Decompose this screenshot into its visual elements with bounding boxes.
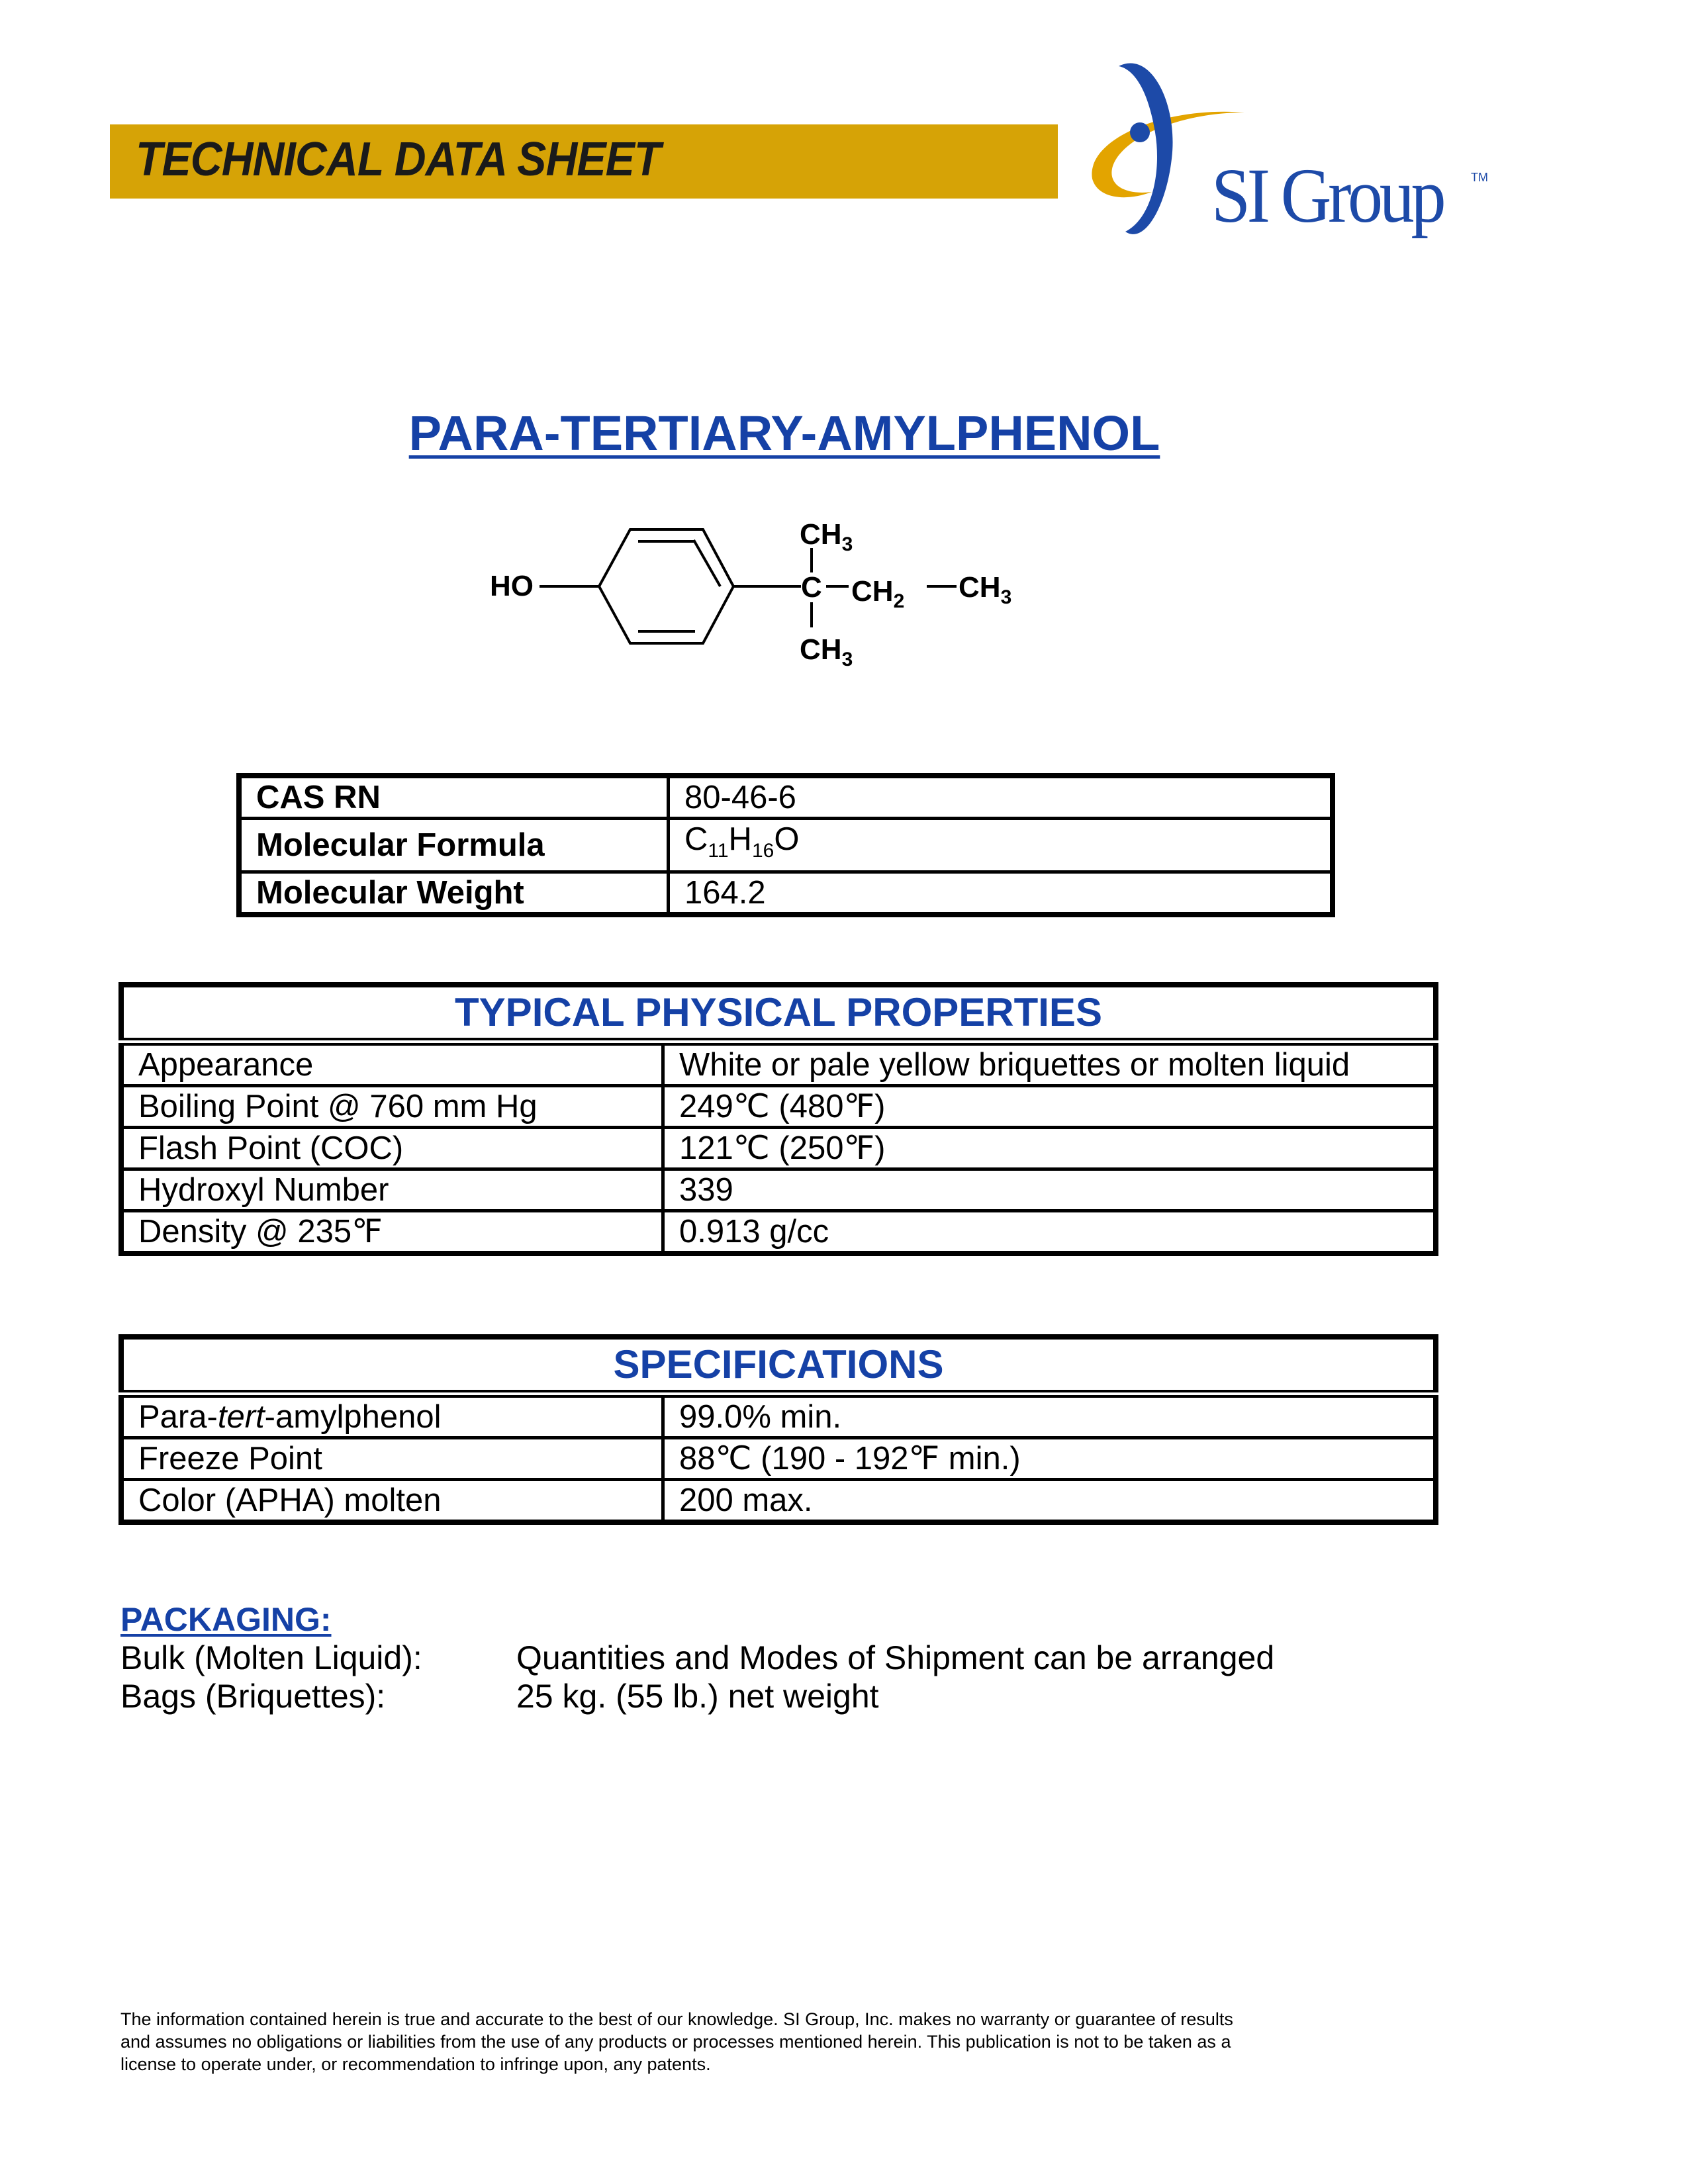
table-row bbox=[239, 872, 1333, 915]
logo-trademark: TM bbox=[1471, 171, 1488, 184]
structure-c: C bbox=[801, 571, 822, 604]
property-label: Hydroxyl Number bbox=[121, 1169, 663, 1211]
packaging-bulk-label: Bulk (Molten Liquid): bbox=[120, 1639, 422, 1676]
properties-table bbox=[118, 982, 1438, 1256]
property-label: Appearance bbox=[121, 1042, 663, 1086]
table-row bbox=[121, 1042, 1436, 1086]
weight-value: 164.2 bbox=[669, 872, 1333, 915]
specifications-table bbox=[118, 1334, 1438, 1525]
logo-wordmark: SI Group bbox=[1211, 152, 1443, 239]
disclaimer-footer: The information contained herein is true and accurate to the best of our knowledge. SI Group, Inc. makes no warranty or guarantee of results and assumes no obligations or liabilities from the use of any products or processes mentioned herein. This publication is not to be taken as a license to operate under, or recommendation to infringe upon, any patents. bbox=[120, 2009, 1233, 2074]
packaging-bags-value: 25 kg. (55 lb.) net weight bbox=[516, 1678, 879, 1715]
page-title: PARA-TERTIARY-AMYLPHENOL bbox=[408, 406, 1160, 461]
table-row bbox=[121, 1169, 1436, 1211]
structure-ho: HO bbox=[490, 570, 534, 602]
table-row bbox=[121, 1128, 1436, 1169]
spec-label: Para-tert-amylphenol bbox=[121, 1394, 663, 1438]
table-row bbox=[121, 1211, 1436, 1254]
specifications-heading: SPECIFICATIONS bbox=[121, 1337, 1436, 1394]
structure-ch3-end: CH bbox=[959, 571, 1001, 604]
chemical-structure bbox=[463, 503, 1059, 675]
spec-value: 99.0% min. bbox=[663, 1394, 1436, 1438]
packaging-heading: PACKAGING: bbox=[120, 1601, 332, 1638]
packaging-bags-label: Bags (Briquettes): bbox=[120, 1678, 386, 1715]
cas-value: 80-46-6 bbox=[669, 776, 1333, 819]
property-value: 121℃ (250℉) bbox=[663, 1128, 1436, 1169]
table-row bbox=[239, 819, 1333, 872]
svg-text:CH2: $CH_2$ bbox=[851, 575, 905, 612]
spec-value: 200 max. bbox=[663, 1480, 1436, 1523]
formula-value: $C_{11}H_{16}O$ bbox=[669, 819, 1333, 872]
svg-text:CH3: $CH_3$ bbox=[800, 518, 853, 555]
weight-label: Molecular Weight bbox=[239, 872, 669, 915]
identity-table bbox=[236, 773, 1335, 917]
spec-value: 88℃ (190 - 192℉ min.) bbox=[663, 1438, 1436, 1480]
table-row bbox=[239, 776, 1333, 819]
spec-label: Color (APHA) molten bbox=[121, 1480, 663, 1523]
properties-heading: TYPICAL PHYSICAL PROPERTIES bbox=[121, 985, 1436, 1042]
property-value: 0.913 g/cc bbox=[663, 1211, 1436, 1254]
table-row bbox=[121, 1394, 1436, 1438]
property-value: 339 bbox=[663, 1169, 1436, 1211]
structure-ch3-bottom: CH bbox=[800, 633, 842, 666]
packaging-bulk-value: Quantities and Modes of Shipment can be arranged bbox=[516, 1639, 1275, 1676]
property-value: 249℃ (480℉) bbox=[663, 1086, 1436, 1128]
formula-label: Molecular Formula bbox=[239, 819, 669, 872]
property-label: Density @ 235℉ bbox=[121, 1211, 663, 1254]
table-row bbox=[121, 1438, 1436, 1480]
property-label: Flash Point (COC) bbox=[121, 1128, 663, 1169]
svg-text:CH3: $CH_3$ bbox=[800, 633, 853, 670]
property-value: White or pale yellow briquettes or molten liquid bbox=[663, 1042, 1436, 1086]
spec-label: Freeze Point bbox=[121, 1438, 663, 1480]
structure-ch2: CH bbox=[851, 575, 894, 608]
banner-title: TECHNICAL DATA SHEET bbox=[136, 133, 661, 186]
cas-label: CAS RN bbox=[239, 776, 669, 819]
svg-text:CH3: $CH_3$ bbox=[959, 571, 1012, 608]
property-label: Boiling Point @ 760 mm Hg bbox=[121, 1086, 663, 1128]
table-row bbox=[121, 1086, 1436, 1128]
table-row bbox=[121, 1480, 1436, 1523]
structure-ch3-top: CH bbox=[800, 518, 842, 551]
